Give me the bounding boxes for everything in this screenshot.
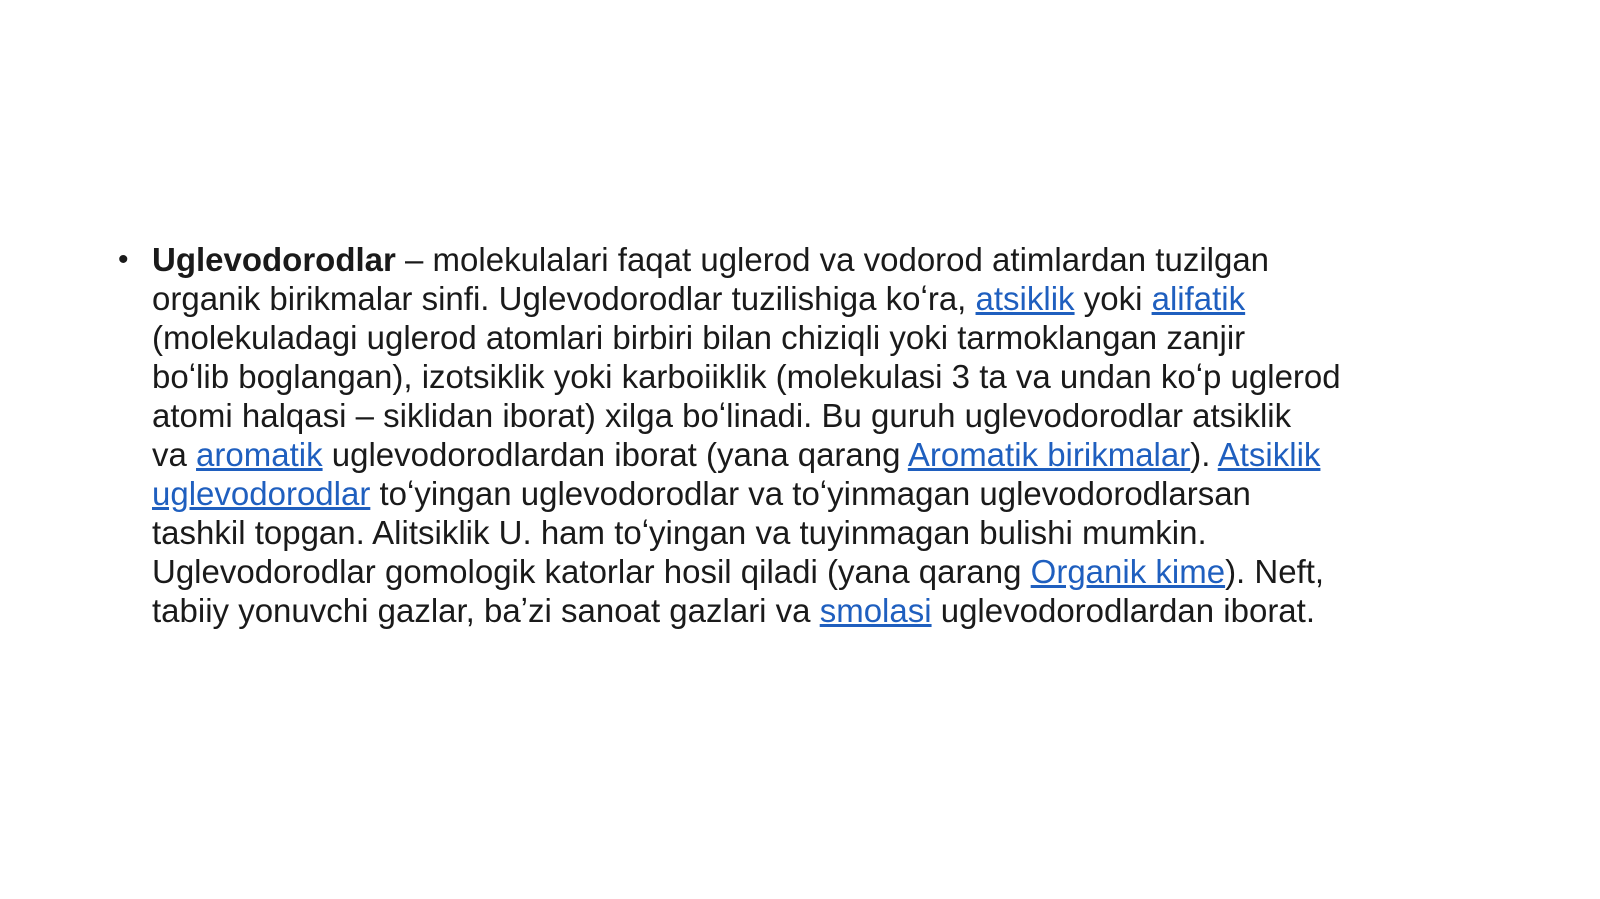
link-aromatik-birikmalar[interactable]: Aromatik birikmalar: [907, 436, 1191, 473]
term-heading: Uglevodorodlar: [152, 241, 396, 278]
text-segment: ). Neft, tabiiy yonuvchi gazlar, baʼzi sanoat gazlari va: [152, 553, 1325, 629]
link-atsiklik-uglevodorodlar[interactable]: Atsiklik uglevodorodlar: [152, 436, 1321, 512]
text-segment: ).: [1190, 436, 1218, 473]
slide-body: [118, 240, 1478, 630]
link-smolasi[interactable]: smolasi: [819, 592, 932, 629]
link-organik-kime[interactable]: Organik kime: [1030, 553, 1226, 590]
text-segment: toʻyingan uglevodorodlar va toʻyinmagan uglevodorodlarsan tashkil topgan. Alitsiklik U. ham toʻyingan va tuyinmagan bulishi mumkin. Uglevodorodlar gomologik katorlar hosil qiladi (yana qarang: [152, 475, 1251, 590]
bullet-icon: •: [118, 243, 129, 276]
text-segment: uglevodorodlardan iborat.: [931, 592, 1315, 629]
link-alifatik[interactable]: alifatik: [1151, 280, 1246, 317]
text-segment: (molekuladagi uglerod atomlari birbiri bilan chiziqli yoki tarmoklangan zanjir boʻlib boglangan), izotsiklik yoki karboiiklik (molekulasi 3 ta va undan koʻp uglerod atomi halqasi – siklidan iborat) xilga boʻlinadi. Bu guruh uglevodorodlar atsiklik va: [152, 319, 1341, 473]
text-segment: yoki: [1074, 280, 1152, 317]
text-segment: uglevodorodlardan iborat (yana qarang: [322, 436, 908, 473]
bullet-item: [118, 240, 1478, 630]
link-aromatik[interactable]: aromatik: [196, 436, 323, 473]
link-atsiklik[interactable]: atsiklik: [975, 280, 1075, 317]
text-segment: – molekulalari faqat uglerod va vodorod atimlardan tuzilgan organik birikmalar sinfi. Uglevodorodlar tuzilishiga koʻra,: [152, 241, 1270, 317]
paragraph-text: [152, 240, 1478, 630]
